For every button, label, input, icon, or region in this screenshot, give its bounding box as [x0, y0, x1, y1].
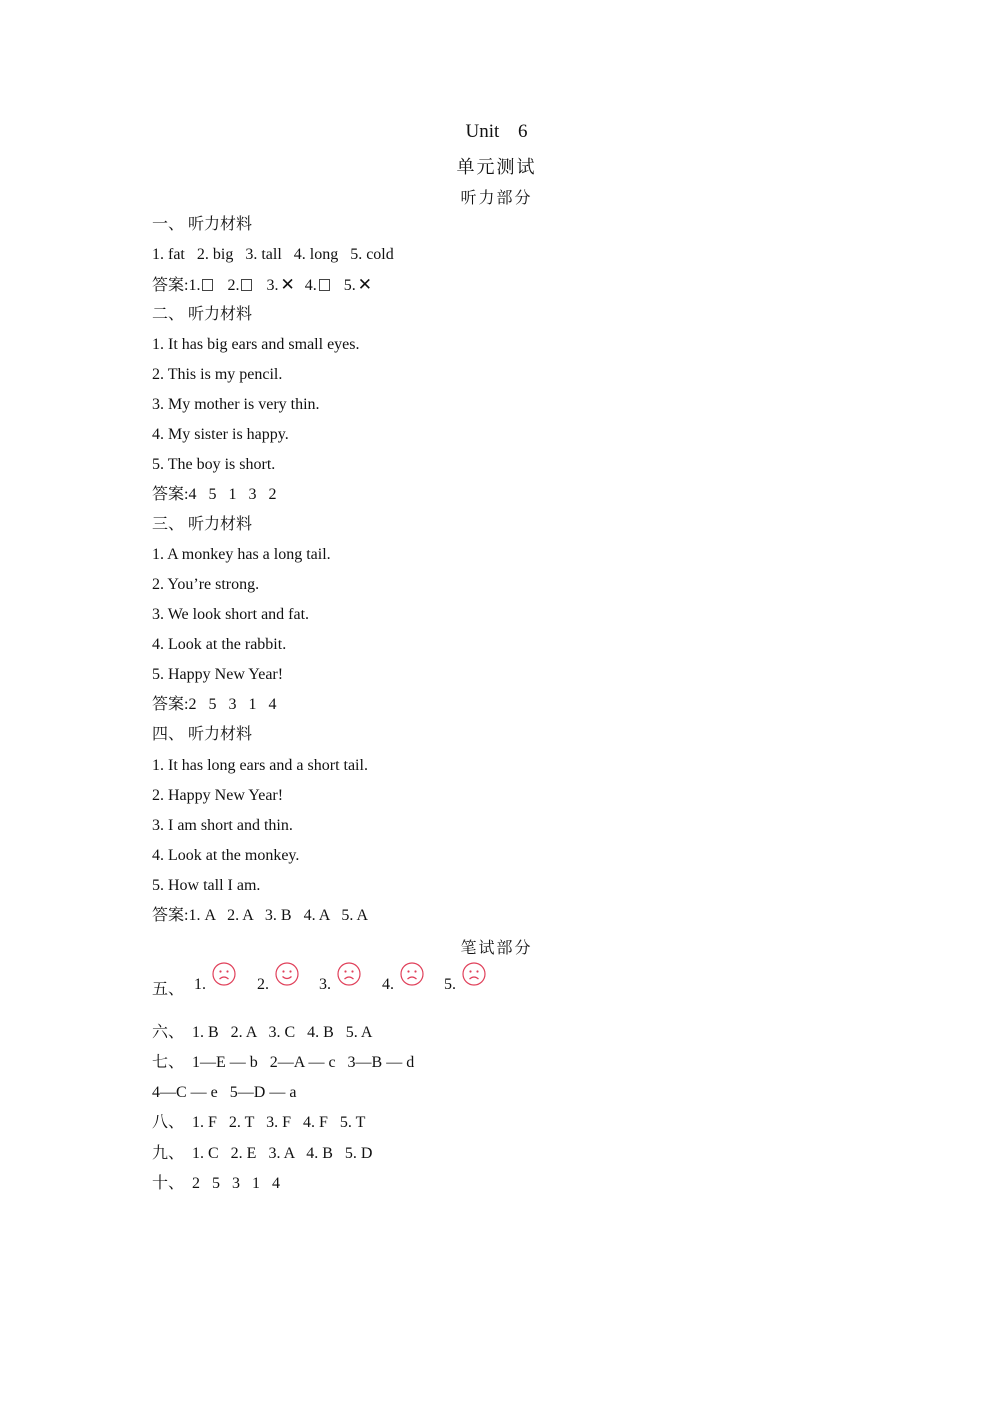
section-4-item: 2. Happy New Year!: [152, 787, 284, 804]
section-2-item: 1. It has big ears and small eyes.: [152, 336, 360, 353]
section-3-item: 5. Happy New Year!: [152, 666, 284, 683]
section-4-item: 3. I am short and thin.: [152, 817, 293, 834]
section-1-words: 1. fat 2. big 3. tall 4. long 5. cold: [152, 246, 394, 263]
sad-face-icon: [212, 962, 236, 986]
answer-label: 3.: [266, 277, 279, 294]
cross-icon: ✕: [357, 275, 372, 295]
face-number: 1.: [194, 976, 206, 993]
section-7-answers-line1: 七、 1—E — b 2—A — c 3—B — d: [152, 1054, 415, 1071]
checkbox-icon: [202, 279, 213, 291]
section-2-item: 4. My sister is happy.: [152, 426, 289, 443]
section-2-item: 5. The boy is short.: [152, 456, 276, 473]
section-4-item: 4. Look at the monkey.: [152, 847, 300, 864]
section-2-answer: 答案:4 5 1 3 2: [152, 486, 277, 503]
sad-face-icon: [400, 962, 424, 986]
face-number: 2.: [257, 976, 269, 993]
checkbox-icon: [241, 279, 252, 291]
section-3-item: 4. Look at the rabbit.: [152, 636, 287, 653]
section-2-heading: 二、 听力材料: [152, 306, 253, 323]
section-5-label: 五、: [152, 981, 185, 998]
section-9-answers: 九、 1. C 2. E 3. A 4. B 5. D: [152, 1145, 373, 1162]
section-1-heading: 一、 听力材料: [152, 216, 253, 233]
section-4-answer: 答案:1. A 2. A 3. B 4. A 5. A: [152, 907, 369, 924]
section-3-item: 1. A monkey has a long tail.: [152, 546, 331, 563]
section-2-item: 3. My mother is very thin.: [152, 396, 320, 413]
section-3-item: 2. You’re strong.: [152, 576, 260, 593]
listening-section-heading: 听力部分: [460, 190, 533, 207]
answer-label: 2.: [227, 277, 240, 294]
face-number: 3.: [319, 976, 331, 993]
page-title: Unit 6: [465, 121, 528, 142]
happy-face-icon: [275, 962, 299, 986]
sad-face-icon: [337, 962, 361, 986]
section-4-item: 1. It has long ears and a short tail.: [152, 757, 368, 774]
checkbox-icon: [319, 279, 330, 291]
cross-icon: ✕: [280, 275, 295, 295]
answer-label: 5.: [343, 277, 356, 294]
section-1-answer: [152, 275, 374, 296]
answer-prefix: 答案:1.: [152, 277, 201, 294]
face-number: 5.: [444, 976, 456, 993]
section-3-item: 3. We look short and fat.: [152, 606, 310, 623]
section-7-answers-line2: 4—C — e 5—D — a: [152, 1084, 297, 1101]
section-10-answers: 十、 2 5 3 1 4: [152, 1175, 281, 1192]
face-number: 4.: [382, 976, 394, 993]
sad-face-icon: [462, 962, 486, 986]
page-subtitle: 单元测试: [456, 157, 537, 177]
section-4-heading: 四、 听力材料: [152, 726, 253, 743]
section-3-answer: 答案:2 5 3 1 4: [152, 696, 277, 713]
answer-label: 4.: [304, 277, 317, 294]
written-section-heading: 笔试部分: [460, 940, 533, 957]
section-2-item: 2. This is my pencil.: [152, 366, 283, 383]
section-4-item: 5. How tall I am.: [152, 877, 261, 894]
section-3-heading: 三、 听力材料: [152, 516, 253, 533]
section-8-answers: 八、 1. F 2. T 3. F 4. F 5. T: [152, 1114, 366, 1131]
section-6-answers: 六、 1. B 2. A 3. C 4. B 5. A: [152, 1024, 373, 1041]
